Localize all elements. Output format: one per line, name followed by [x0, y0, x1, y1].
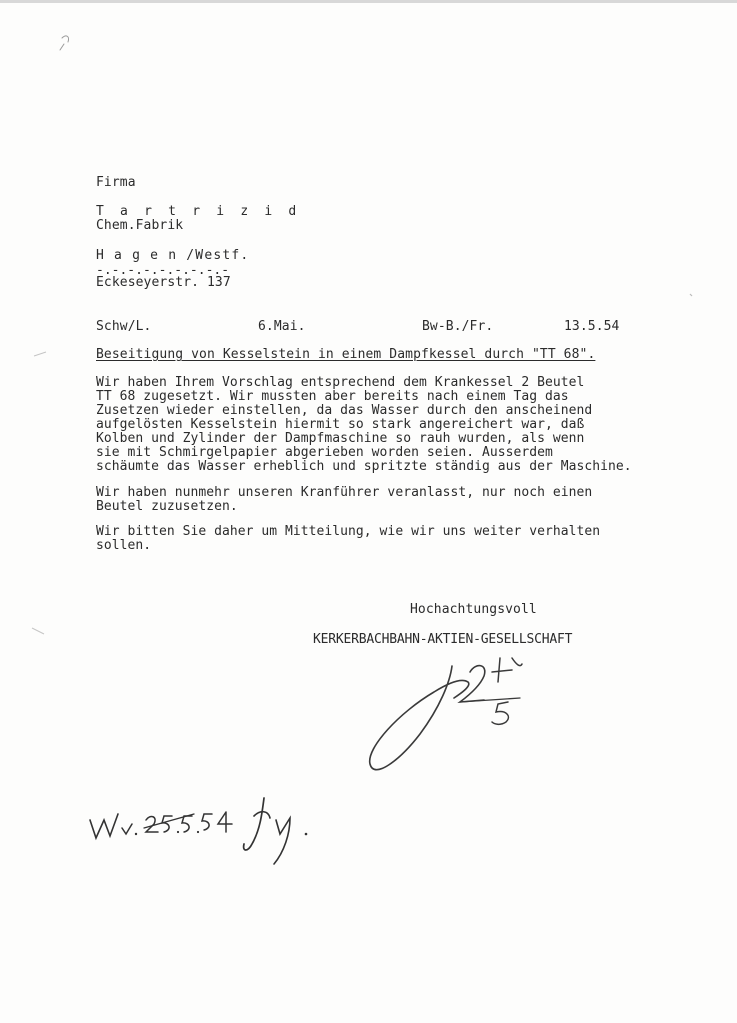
body-p2-line2: Beutel zuzusetzen.	[96, 499, 238, 514]
addressee-street: Eckeseyerstr. 137	[96, 275, 231, 290]
addressee-company-type: Chem.Fabrik	[96, 218, 184, 233]
addressee-city-underline: -.-.-.-.-.-.-.-.-	[96, 263, 230, 278]
addressee-city: H a g e n /Westf.	[96, 248, 250, 263]
body-p3-line1: Wir bitten Sie daher um Mitteilung, wie wir uns weiter verhalten	[96, 524, 601, 539]
body-p1-line1: Wir haben Ihrem Vorschlag entsprechend dem Krankessel 2 Beutel	[96, 375, 585, 390]
body-p1-line6: sie mit Schmirgelpapier abgerieben worden seien. Ausserdem	[96, 445, 553, 460]
body-p3-line2: sollen.	[96, 538, 152, 553]
body-p1-line7: schäumte das Wasser erheblich und spritzte ständig aus der Maschine.	[96, 459, 632, 474]
letter-date: 13.5.54	[564, 319, 620, 334]
our-reference: Bw-B./Fr.	[422, 319, 494, 334]
addressee-company: T a r t r i z i d	[96, 204, 301, 219]
their-reference: Schw/L.	[96, 319, 152, 334]
subject-line: Beseitigung von Kesselstein in einem Dampfkessel durch "TT 68".	[96, 347, 596, 362]
sender-company: KERKERBACHBAHN-AKTIEN-GESELLSCHAFT	[313, 632, 573, 647]
body-p1-line5: Kolben und Zylinder der Dampfmaschine so rauh wurden, als wenn	[96, 431, 585, 446]
body-p1-line2: TT 68 zugesetzt. Wir mussten aber bereits nach einem Tag das	[96, 389, 569, 404]
body-p2-line1: Wir haben nunmehr unseren Kranführer veranlasst, nur noch einen	[96, 485, 593, 500]
their-date: 6.Mai.	[258, 319, 306, 334]
addressee-prefix: Firma	[96, 175, 136, 190]
body-p1-line3: Zusetzen wieder einstellen, da das Wasser durch den anscheinend	[96, 403, 593, 418]
closing-greeting: Hochachtungsvoll	[410, 602, 537, 617]
body-p1-line4: aufgelösten Kesselstein hiermit so stark angereichert war, daß	[96, 417, 585, 432]
